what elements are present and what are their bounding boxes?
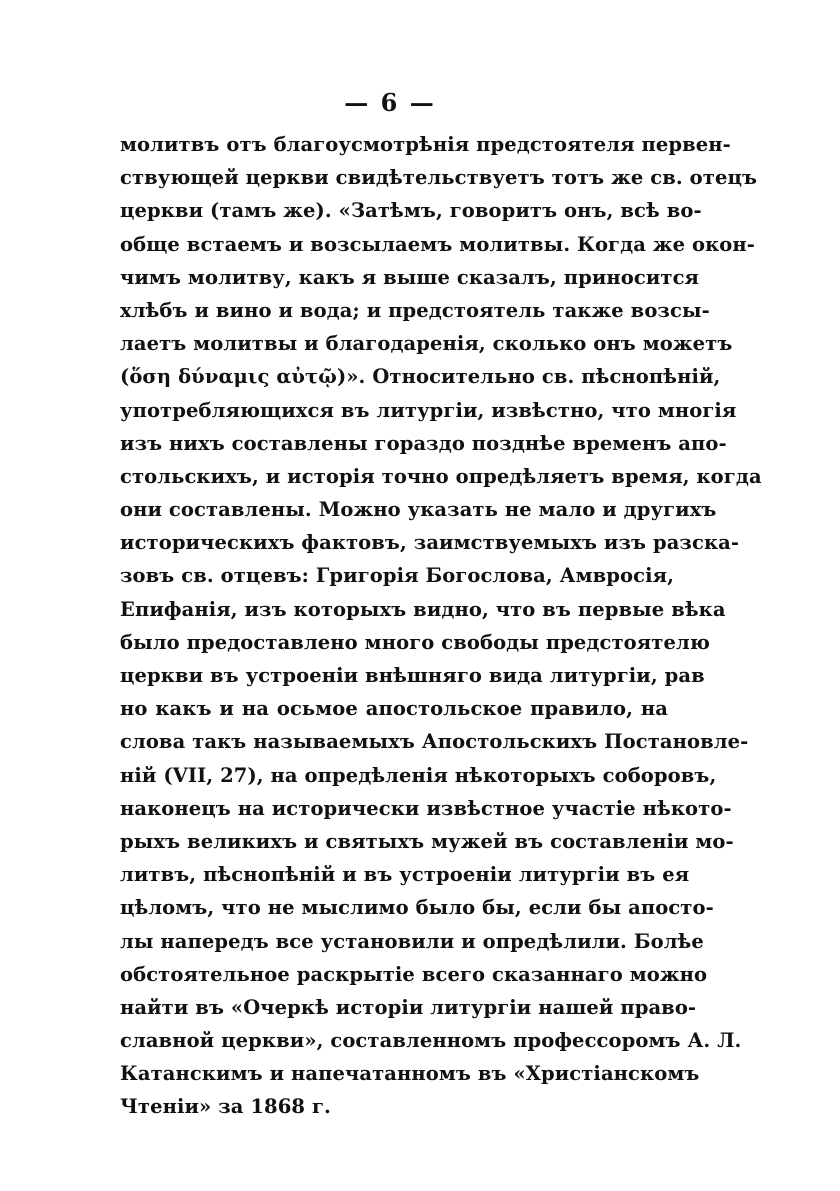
text-line: ній (VII, 27), на опредѣленія нѣкоторыхъ соборовъ, xyxy=(120,763,717,787)
text-line: было предоставлено много свободы предстоятелю xyxy=(120,630,710,654)
text-line: цѣломъ, что не мыслимо было бы, если бы апосто- xyxy=(120,896,714,920)
text-line: церкви (тамъ же). «Затѣмъ, говоритъ онъ, всѣ во- xyxy=(120,199,702,223)
text-line: рыхъ великихъ и святыхъ мужей въ составленіи мо- xyxy=(120,829,734,853)
text-line: зовъ св. отцевъ: Григорія Богослова, Амвросія, xyxy=(120,564,674,588)
text-line: чимъ молитву, какъ я выше сказалъ, приносится xyxy=(120,265,700,289)
text-line: молитвъ отъ благоусмотрѣнія предстоятеля первен- xyxy=(120,133,731,156)
text-line: употребляющихся въ литургіи, извѣстно, что многія xyxy=(120,398,737,422)
text-line: лы напередъ все установили и опредѣлили. Болѣе xyxy=(120,929,704,953)
text-line: историческихъ фактовъ, заимствуемыхъ изъ разска- xyxy=(120,531,740,555)
text-line: церкви въ устроеніи внѣшняго вида литургіи, рав xyxy=(120,664,705,687)
text-line: обще встаемъ и возсылаемъ молитвы. Когда же окон- xyxy=(120,232,755,256)
text-line: но какъ и на осьмое апостольское правило, на xyxy=(120,697,668,721)
text-line: Катанскимъ и напечатанномъ въ «Христіанскомъ xyxy=(120,1062,700,1086)
text-line: лаетъ молитвы и благодаренія, сколько онъ можетъ xyxy=(120,332,733,356)
text-line: (ὅση δύναμις αὐτῷ)». Относительно св. пѣснопѣній, xyxy=(120,365,721,389)
text-line: стольскихъ, и исторія точно опредѣляетъ время, когда xyxy=(120,464,762,488)
body-text xyxy=(120,128,762,1124)
text-line: хлѣбъ и вино и вода; и предстоятель также возсы- xyxy=(120,298,710,322)
text-line: Епифанія, изъ которыхъ видно, что въ первые вѣка xyxy=(120,597,726,621)
page-number: — 6 — xyxy=(344,88,436,117)
text-line: Чтеніи» за 1868 г. xyxy=(120,1095,331,1119)
text-line: ствующей церкви свидѣтельствуетъ тотъ же св. отецъ xyxy=(120,166,758,190)
text-line: наконецъ на исторически извѣстное участіе нѣкото- xyxy=(120,796,732,820)
text-line: они составлены. Можно указать не мало и другихъ xyxy=(120,498,717,522)
text-line: славной церкви», составленномъ профессоромъ А. Л. xyxy=(120,1029,742,1053)
text-line: изъ нихъ составлены гораздо позднѣе временъ апо- xyxy=(120,431,727,455)
text-line: найти въ «Очеркѣ исторіи литургіи нашей право- xyxy=(120,995,697,1019)
text-line: литвъ, пѣснопѣній и въ устроеніи литургіи въ ея xyxy=(120,863,690,887)
text-line: обстоятельное раскрытіе всего сказаннаго можно xyxy=(120,962,708,986)
text-line: слова такъ называемыхъ Апостольскихъ Постановле- xyxy=(120,730,749,754)
